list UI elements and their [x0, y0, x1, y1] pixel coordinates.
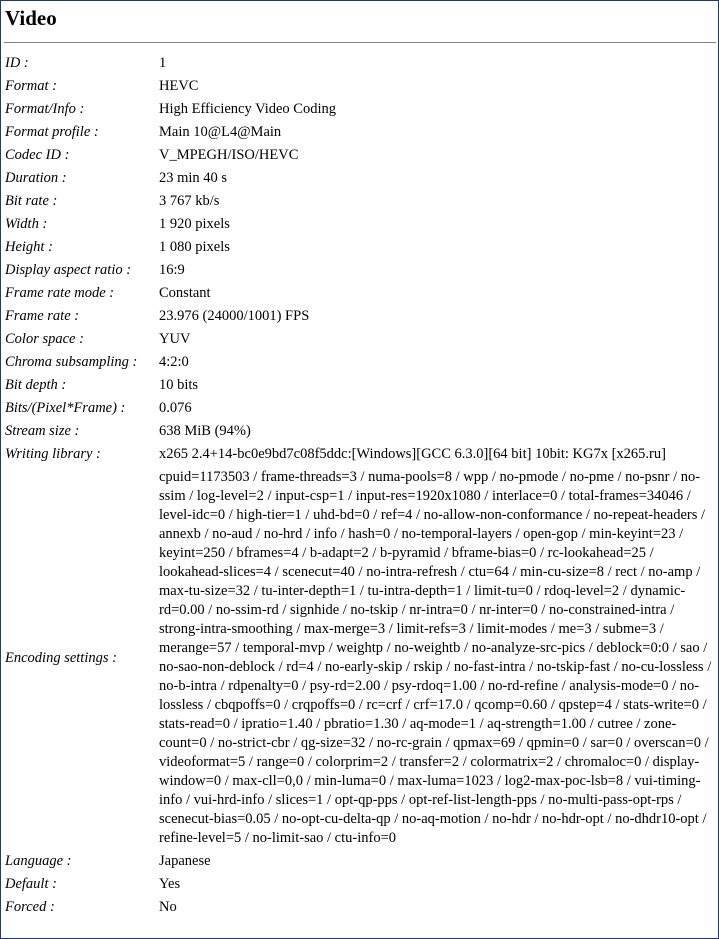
row-value: x265 2.4+14-bc0e9bd7c08f5ddc:[Windows][GCC 6.3.0][64 bit] 10bit: KG7x [x265.ru]: [159, 446, 666, 462]
row-value: 10 bits: [159, 377, 199, 393]
row-writing-library: [3, 443, 715, 466]
row-language: [3, 850, 715, 873]
row-value: 1 920 pixels: [159, 216, 230, 232]
row-label: Duration :: [5, 170, 67, 186]
row-label: Writing library :: [5, 446, 101, 462]
row-value: 0.076: [159, 400, 192, 416]
row-value: 23 min 40 s: [159, 170, 228, 186]
row-format-profile: [3, 121, 715, 144]
row-value: Constant: [159, 285, 211, 301]
row-value: 3 767 kb/s: [159, 193, 220, 209]
row-label: Width :: [5, 216, 48, 232]
row-display-aspect-ratio: [3, 259, 715, 282]
row-chroma-subsampling: [3, 351, 715, 374]
row-id: [3, 52, 715, 75]
row-value: 16:9: [159, 262, 185, 278]
row-value: YUV: [159, 331, 191, 347]
section-title: Video: [5, 6, 57, 30]
row-label: Encoding settings :: [5, 649, 117, 666]
row-duration: [3, 167, 715, 190]
row-label: ID :: [5, 55, 29, 71]
row-value: 1: [159, 55, 167, 71]
row-value: High Efficiency Video Coding: [159, 101, 336, 117]
row-bit-rate: [3, 190, 715, 213]
row-label: Bit rate :: [5, 193, 58, 209]
row-frame-rate: [3, 305, 715, 328]
row-value: Main 10@L4@Main: [159, 124, 282, 140]
row-width: [3, 213, 715, 236]
row-value: Japanese: [159, 853, 211, 869]
row-value: cpuid=1173503 / frame-threads=3 / numa-pools=8 / wpp / no-pmode / no-pme / no-psnr / no-ssim / log-level=2 / input-csp=1 / input-res=1920x1080 / interlace=0 / total-frames=34046 / level-idc=0 / high-tier=1 / uhd-bd=0 / ref=4 / no-allow-non-conformance / no-repeat-headers / annexb / no-aud / no-hrd / info / hash=0 / no-temporal-layers / open-gop / min-keyint=23 / keyint=250 / bframes=4 / b-adapt=2 / b-pyramid / bframe-bias=0 / rc-lookahead=25 / lookahead-slices=4 / scenecut=40 / no-intra-refresh / ctu=64 / min-cu-size=8 / rect / no-amp / max-tu-size=32 / tu-inter-depth=1 / tu-intra-depth=1 / limit-tu=0 / rdoq-level=2 / dynamic-rd=0.00 / no-ssim-rd / signhide / no-tskip / nr-intra=0 / nr-inter=0 / no-constrained-intra / strong-intra-smoothing / max-merge=3 / limit-refs=3 / limit-modes / me=3 / subme=3 / merange=57 / temporal-mvp / weightp / no-weightb / no-analyze-src-pics / deblock=0:0 / sao / no-sao-non-deblock / rd=4 / no-early-skip / rskip / no-fast-intra / no-tskip-fast / no-cu-lossless / no-b-intra / rdpenalty=0 / psy-rd=2.00 / psy-rdoq=1.00 / no-rd-refine / analysis-mode=0 / no-lossless / cbqpoffs=0 / crqpoffs=0 / rc=crf / crf=17.0 / qcomp=0.60 / qpstep=4 / stats-write=0 / stats-read=0 / ipratio=1.40 / pbratio=1.30 / aq-mode=1 / aq-strength=1.00 / cutree / zone-count=0 / no-strict-cbr / qg-size=32 / no-rc-grain / qpmax=69 / qpmin=0 / sar=0 / overscan=0 / videoformat=5 / range=0 / colorprim=2 / transfer=2 / colormatrix=2 / chromaloc=0 / display-window=0 / max-cll=0,0 / min-luma=0 / max-luma=1023 / log2-max-poc-lsb=8 / vui-timing-info / vui-hrd-info / slices=1 / opt-qp-pps / opt-ref-list-length-pps / no-multi-pass-opt-rps / scenecut-bias=0.05 / no-opt-cu-delta-qp / no-aq-motion / no-hdr / no-hdr-opt / no-dhdr10-opt / refine-level=5 / no-limit-sao / ctu-info=0: [159, 469, 712, 846]
row-label: Frame rate :: [5, 308, 80, 324]
row-label: Forced :: [5, 899, 55, 915]
row-value: V_MPEGH/ISO/HEVC: [159, 147, 299, 163]
row-label: Default :: [5, 876, 57, 892]
row-bits-per-pixel-frame: [3, 397, 715, 420]
row-format-info: [3, 98, 715, 121]
row-value: HEVC: [159, 78, 199, 94]
row-value: 4:2:0: [159, 354, 189, 370]
row-value: 23.976 (24000/1001) FPS: [159, 308, 310, 324]
row-value: 1 080 pixels: [159, 239, 230, 255]
row-forced: [3, 896, 715, 919]
section-divider: [4, 42, 716, 43]
row-label: Display aspect ratio :: [5, 262, 132, 278]
row-color-space: [3, 328, 715, 351]
row-value: 638 MiB (94%): [159, 423, 251, 439]
properties-table: [3, 52, 715, 919]
row-bit-depth: [3, 374, 715, 397]
row-stream-size: [3, 420, 715, 443]
row-format: [3, 75, 715, 98]
row-label: Codec ID :: [5, 147, 70, 163]
row-label: Format/Info :: [5, 101, 85, 117]
row-frame-rate-mode: [3, 282, 715, 305]
row-label: Height :: [5, 239, 53, 255]
row-label: Bit depth :: [5, 377, 67, 393]
row-label: Bits/(Pixel*Frame) :: [5, 400, 126, 416]
row-height: [3, 236, 715, 259]
row-value: No: [159, 899, 177, 915]
row-label: Stream size :: [5, 423, 80, 439]
row-encoding-settings: [3, 466, 715, 850]
row-codec-id: [3, 144, 715, 167]
row-value: Yes: [159, 876, 181, 892]
row-label: Format :: [5, 78, 57, 94]
row-label: Color space :: [5, 331, 84, 347]
row-label: Language :: [5, 853, 72, 869]
row-label: Format profile :: [5, 124, 99, 140]
row-default: [3, 873, 715, 896]
row-label: Chroma subsampling :: [5, 354, 138, 370]
row-label: Frame rate mode :: [5, 285, 115, 301]
